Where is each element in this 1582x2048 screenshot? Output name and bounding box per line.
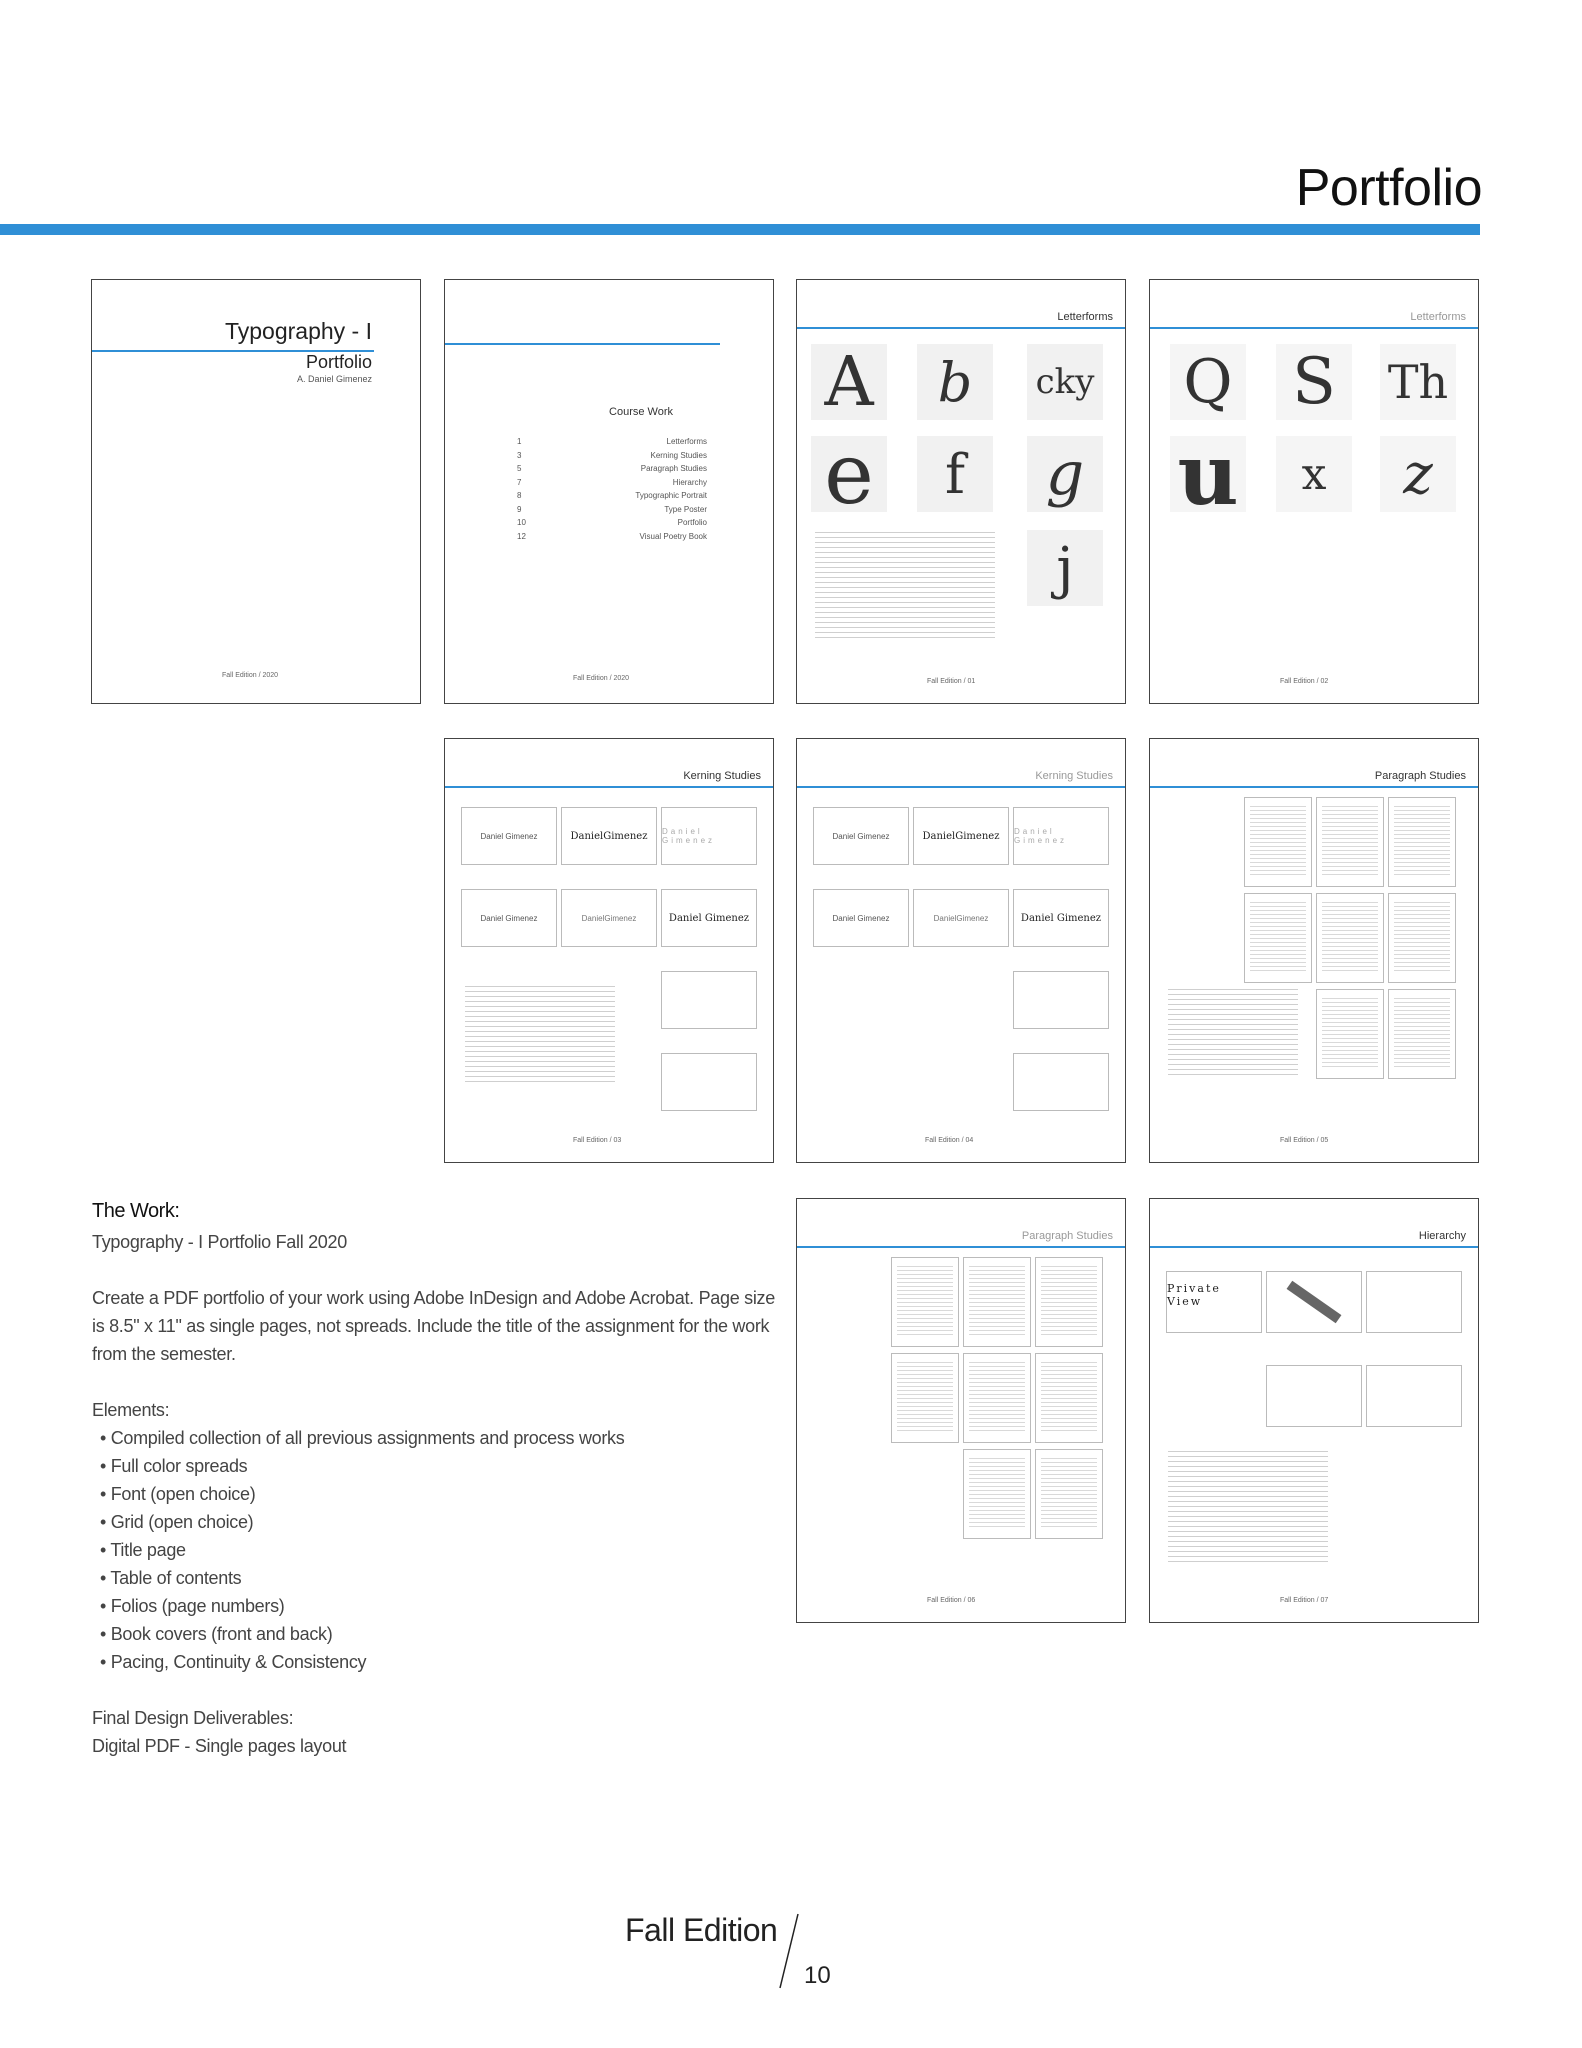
hierarchy-folio: Fall Edition / 07 xyxy=(1280,1597,1329,1604)
kerning-card xyxy=(1013,1053,1109,1111)
mini-page xyxy=(1388,989,1456,1079)
paragraph1-header: Paragraph Studies xyxy=(1374,770,1466,782)
kerning2-rule xyxy=(797,786,1126,788)
kerning-card: DanielGimenez xyxy=(913,807,1009,865)
list-item: • Grid (open choice) xyxy=(92,1508,792,1536)
description-text-block xyxy=(1168,1451,1328,1566)
list-item: • Pacing, Continuity & Consistency xyxy=(92,1648,792,1676)
paragraph2-folio: Fall Edition / 06 xyxy=(927,1597,976,1604)
contents-item[interactable]: 9 Type Poster xyxy=(517,504,707,514)
hierarchy-poster: Private View xyxy=(1166,1271,1262,1333)
mini-page xyxy=(963,1449,1031,1539)
mini-page xyxy=(891,1257,959,1347)
contents-rule xyxy=(445,343,720,345)
cover-title: Typography - I xyxy=(224,318,372,344)
kerning-card: Daniel Gimenez xyxy=(1013,889,1109,947)
mini-page xyxy=(1244,893,1312,983)
paragraph2-rule xyxy=(797,1246,1126,1248)
kerning-card xyxy=(661,971,757,1029)
footer-edition: Fall Edition xyxy=(625,1912,778,1948)
letter-tile: u xyxy=(1170,436,1246,512)
kerning-card xyxy=(661,1053,757,1111)
letterforms2-header: Letterforms xyxy=(1410,311,1466,323)
mini-page xyxy=(963,1257,1031,1347)
mini-page xyxy=(1388,893,1456,983)
thumb-paragraph-2[interactable] xyxy=(796,1198,1126,1623)
contents-heading: Course Work xyxy=(609,406,673,418)
hierarchy-poster xyxy=(1266,1365,1362,1427)
thumb-cover[interactable] xyxy=(91,279,421,704)
letter-tile: g xyxy=(1027,436,1103,512)
poster-graphic xyxy=(1287,1281,1342,1324)
thumb-contents[interactable] xyxy=(444,279,774,704)
description-text-block xyxy=(1168,989,1298,1079)
letter-tile: j xyxy=(1027,530,1103,606)
thumb-hierarchy[interactable] xyxy=(1149,1198,1479,1623)
kerning-card: Daniel Gimenez xyxy=(813,889,909,947)
kerning1-header: Kerning Studies xyxy=(683,770,761,782)
mini-page xyxy=(1244,797,1312,887)
list-item: • Font (open choice) xyxy=(92,1480,792,1508)
header-rule xyxy=(0,224,1480,235)
hierarchy-rule xyxy=(1150,1246,1479,1248)
letter-tile: Th xyxy=(1380,344,1456,420)
contents-item[interactable]: 10 Portfolio xyxy=(517,518,707,527)
hierarchy-poster xyxy=(1366,1271,1462,1333)
contents-item[interactable]: 5 Paragraph Studies xyxy=(517,464,707,473)
kerning1-rule xyxy=(445,786,774,788)
description-text-block xyxy=(815,532,995,642)
letterforms1-rule xyxy=(797,327,1126,329)
kerning-card: Daniel Gimenez xyxy=(813,807,909,865)
mini-page xyxy=(1388,797,1456,887)
work-description: Create a PDF portfolio of your work using Adobe InDesign and Adobe Acrobat. Page size is 8.5" x 11" as single pages, not spreads. Include the title of the assignment for the work from the semester. xyxy=(92,1288,775,1364)
letter-tile: S xyxy=(1276,344,1352,420)
paragraph1-rule xyxy=(1150,786,1479,788)
description-text-block xyxy=(465,986,615,1086)
thumb-kerning-2[interactable] xyxy=(796,738,1126,1163)
page-number: 10 xyxy=(804,1962,831,1989)
letter-tile: f xyxy=(917,436,993,512)
paragraph2-header: Paragraph Studies xyxy=(1021,1230,1113,1242)
contents-folio: Fall Edition / 2020 xyxy=(573,675,630,682)
thumb-letterforms-1[interactable] xyxy=(796,279,1126,704)
list-item: • Full color spreads xyxy=(92,1452,792,1480)
contents-list xyxy=(517,435,707,543)
list-item: • Folios (page numbers) xyxy=(92,1592,792,1620)
kerning-card: Daniel Gimenez xyxy=(461,807,557,865)
paragraph1-folio: Fall Edition / 05 xyxy=(1280,1137,1329,1144)
letterforms2-rule xyxy=(1150,327,1479,329)
letter-tile: x xyxy=(1276,436,1352,512)
contents-item[interactable]: 12 Visual Poetry Book xyxy=(517,531,707,541)
letterforms1-header: Letterforms xyxy=(1057,311,1113,323)
letter-tile: cky xyxy=(1027,344,1103,420)
work-subtitle: Typography - I Portfolio Fall 2020 xyxy=(92,1232,347,1252)
hierarchy-header: Hierarchy xyxy=(1418,1230,1466,1242)
hierarchy-poster xyxy=(1266,1271,1362,1333)
kerning-card: Daniel Gimenez xyxy=(1013,807,1109,865)
mini-page xyxy=(1316,797,1384,887)
contents-item[interactable]: 1 Letterforms xyxy=(517,437,707,446)
letter-tile: A xyxy=(811,344,887,420)
letter-tile: Q xyxy=(1170,344,1246,420)
kerning-card xyxy=(1013,971,1109,1029)
contents-item[interactable]: 3 Kerning Studies xyxy=(517,450,707,460)
list-item: • Book covers (front and back) xyxy=(92,1620,792,1648)
kerning1-folio: Fall Edition / 03 xyxy=(573,1137,622,1144)
letterforms1-folio: Fall Edition / 01 xyxy=(927,678,976,685)
list-item: • Table of contents xyxy=(92,1564,792,1592)
work-heading: The Work: xyxy=(92,1200,180,1222)
deliverables-label: Final Design Deliverables: xyxy=(92,1708,294,1728)
kerning2-folio: Fall Edition / 04 xyxy=(925,1137,974,1144)
elements-label: Elements: xyxy=(92,1400,170,1420)
letter-tile: z xyxy=(1380,436,1456,512)
kerning-card: Daniel Gimenez xyxy=(661,807,757,865)
elements-list xyxy=(92,1424,792,1676)
mini-page xyxy=(1316,989,1384,1079)
kerning-card: Daniel Gimenez xyxy=(461,889,557,947)
mini-page xyxy=(1035,1257,1103,1347)
mini-page xyxy=(891,1353,959,1443)
kerning-card: DanielGimenez xyxy=(561,807,657,865)
cover-folio: Fall Edition / 2020 xyxy=(222,672,279,679)
cover-author: A. Daniel Gimenez xyxy=(296,374,372,384)
letter-tile: b xyxy=(917,344,993,420)
cover-subtitle: Portfolio xyxy=(305,352,372,372)
mini-page xyxy=(1035,1449,1103,1539)
mini-page xyxy=(963,1353,1031,1443)
list-item: • Title page xyxy=(92,1536,792,1564)
list-item: • Compiled collection of all previous assignments and process works xyxy=(92,1424,792,1452)
thumb-kerning-1[interactable] xyxy=(444,738,774,1163)
contents-item[interactable]: 7 Hierarchy xyxy=(517,477,707,487)
footer-slash xyxy=(776,1912,802,1990)
letter-tile: e xyxy=(811,436,887,512)
kerning-card: Daniel Gimenez xyxy=(661,889,757,947)
hierarchy-poster xyxy=(1366,1365,1462,1427)
mini-page xyxy=(1035,1353,1103,1443)
work-body xyxy=(92,1228,792,1760)
contents-item[interactable]: 8 Typographic Portrait xyxy=(517,491,707,500)
kerning-card: DanielGimenez xyxy=(913,889,1009,947)
mini-page xyxy=(1316,893,1384,983)
kerning2-header: Kerning Studies xyxy=(1035,770,1113,782)
thumb-letterforms-2[interactable] xyxy=(1149,279,1479,704)
kerning-card: DanielGimenez xyxy=(561,889,657,947)
thumb-paragraph-1[interactable] xyxy=(1149,738,1479,1163)
deliverables-text: Digital PDF - Single pages layout xyxy=(92,1736,347,1756)
page-title: Portfolio xyxy=(1295,159,1482,217)
letterforms2-folio: Fall Edition / 02 xyxy=(1280,678,1329,685)
